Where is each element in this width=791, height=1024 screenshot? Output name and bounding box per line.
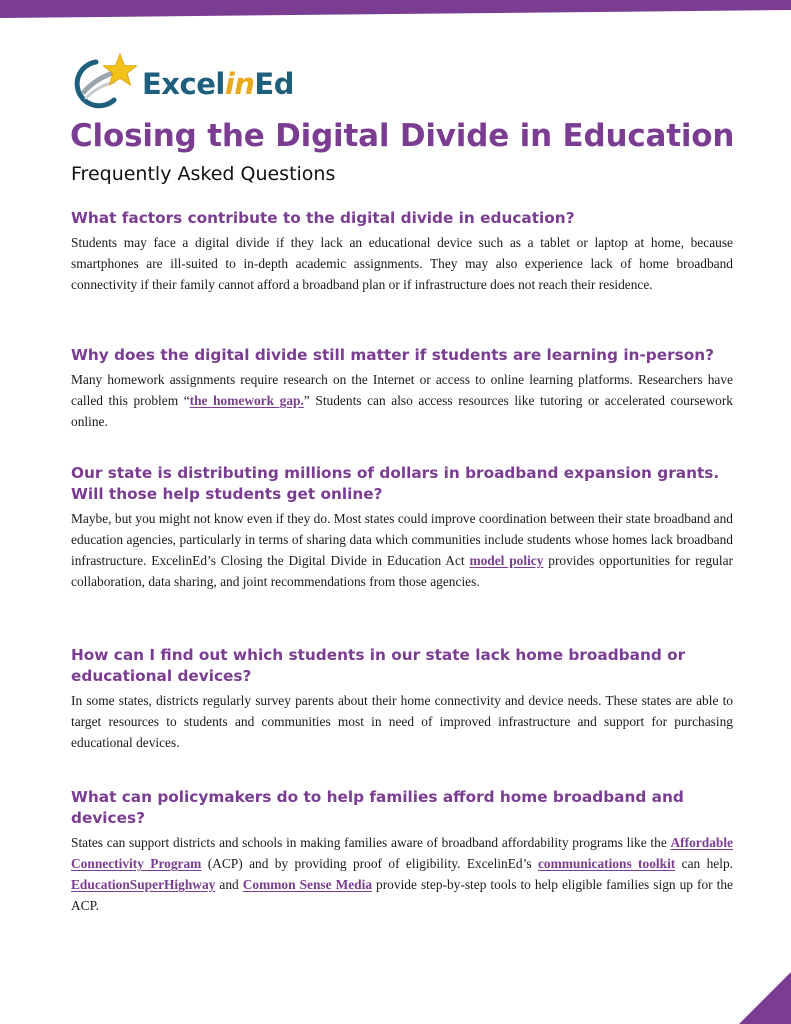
- faq-item-broadband-grants: [71, 463, 733, 592]
- answer-text: provide step-by-step tools to help eligible families sign up for the ACP.: [71, 877, 734, 913]
- answer-text: Many homework assignments require research on the Internet or access to online learning platforms. Researchers have called this problem “: [71, 372, 733, 408]
- logo-text-in: in: [224, 67, 255, 101]
- swoosh-star-icon: [70, 52, 138, 112]
- logo-wordmark: [142, 67, 294, 101]
- excelined-logo: [70, 52, 294, 112]
- faq-question: [71, 463, 733, 505]
- faq-answer: [71, 508, 733, 592]
- faq-question: What factors contribute to the digital divide in education?: [71, 209, 575, 227]
- homework-gap-link[interactable]: the homework gap.: [189, 393, 304, 408]
- answer-text: States can support districts and schools in making families aware of broadband affordability programs like the: [71, 835, 671, 850]
- page-title: Closing the Digital Divide in Education: [70, 118, 735, 154]
- page-subtitle: Frequently Asked Questions: [71, 163, 336, 185]
- logo-text-ed: Ed: [254, 67, 294, 101]
- faq-question-line1: Our state is distributing millions of dollars in broadband expansion grants.: [71, 464, 720, 482]
- bottom-right-corner-accent: [739, 972, 791, 1024]
- answer-text: ” Students can also access resources like tutoring or accelerated coursework online.: [71, 393, 733, 429]
- answer-text: Maybe, but you might not know even if they do. Most states could improve coordination between their state broadband and education agencies, particularly in terms of sharing data which communities include students whose homes lack broadband infrastructure. ExcelinEd’s Closing the Digital Divide in Education Act: [71, 511, 733, 568]
- faq-question: [71, 645, 733, 687]
- faq-item-affordability: [71, 787, 733, 916]
- faq-item-in-person-learning: [71, 345, 733, 432]
- answer-text: and: [215, 877, 243, 892]
- faq-answer: In some states, districts regularly survey parents about their home connectivity and device needs. These states are able to target resources to students and communities most in need of improved infrastructure and support for purchasing educational devices.: [71, 693, 733, 750]
- faq-item-digital-divide-factors: [71, 208, 733, 295]
- answer-text: provides opportunities for regular collaboration, data sharing, and joint recommendations from those agencies.: [71, 553, 733, 589]
- top-purple-band: [0, 0, 791, 18]
- acp-link[interactable]: Affordable Connectivity Program: [71, 835, 733, 871]
- model-policy-link[interactable]: model policy: [469, 553, 544, 568]
- educationsuperhighway-link[interactable]: EducationSuperHighway: [71, 877, 216, 892]
- faq-question: What can policymakers do to help families afford home broadband and devices?: [71, 788, 684, 827]
- faq-question-line2: educational devices?: [71, 667, 252, 685]
- faq-question-line2: Will those help students get online?: [71, 485, 383, 503]
- logo-text-excel: Excel: [142, 67, 225, 101]
- answer-text: can help.: [675, 856, 733, 871]
- common-sense-media-link[interactable]: Common Sense Media: [242, 877, 373, 892]
- faq-item-identify-students: [71, 645, 733, 753]
- communications-toolkit-link[interactable]: communications toolkit: [537, 856, 676, 871]
- faq-question-line1: How can I find out which students in our state lack home broadband or: [71, 646, 686, 664]
- faq-answer: Students may face a digital divide if they lack an educational device such as a tablet or laptop at home, because smartphones are ill-suited to in-depth academic assignments. They may also experience lack of home broadband connectivity if their family cannot afford a broadband plan or if infrastructure does not reach their residence.: [71, 235, 733, 292]
- faq-question: Why does the digital divide still matter if students are learning in-person?: [71, 346, 715, 364]
- faq-answer: [71, 369, 733, 432]
- faq-answer: [71, 832, 733, 916]
- answer-text: (ACP) and by providing proof of eligibility. ExcelinEd’s: [201, 856, 538, 871]
